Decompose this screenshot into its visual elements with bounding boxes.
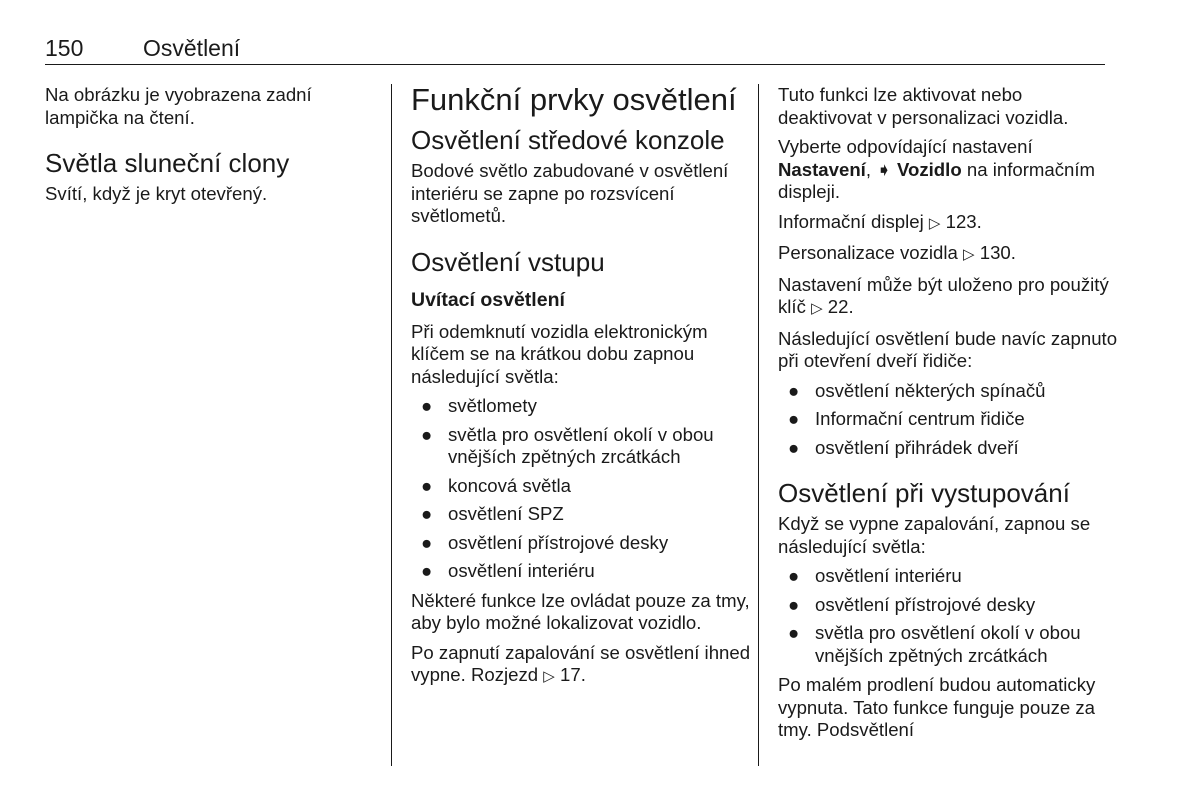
list-item-text: koncová světla xyxy=(448,474,571,496)
list-item xyxy=(411,475,751,498)
paragraph xyxy=(778,242,1118,267)
section-heading: Světla sluneční clony xyxy=(45,148,290,178)
page-reference[interactable]: 17. xyxy=(560,664,586,685)
paragraph-text: Personalizace vozidla xyxy=(778,242,958,263)
list-item xyxy=(778,565,1118,588)
paragraph xyxy=(778,211,1118,236)
column-middle xyxy=(411,84,751,696)
bullet-icon: ● xyxy=(421,423,433,445)
menu-arrow-icon: ➧ xyxy=(876,158,892,180)
list-item-text: světla pro osvětlení okolí v obou vnějších zpětných zrcátkách xyxy=(815,622,1081,666)
list-item-text: osvětlení interiéru xyxy=(448,560,595,581)
list-item-text: osvětlení interiéru xyxy=(815,565,962,586)
list-item xyxy=(778,408,1118,431)
bullet-icon: ● xyxy=(421,531,433,553)
column-right xyxy=(778,84,1118,749)
page-reference-icon: ▷ xyxy=(811,300,823,317)
paragraph: Na obrázku je vyobrazena zadní lampička na čtení. xyxy=(45,84,312,128)
bullet-list xyxy=(778,380,1118,460)
column-divider xyxy=(758,84,759,766)
section-heading: Osvětlení středové konzole xyxy=(411,125,725,155)
section-heading: Osvětlení při vystupování xyxy=(778,478,1070,508)
page-header xyxy=(45,34,1105,64)
bullet-icon: ● xyxy=(788,408,800,429)
paragraph: Tuto funkci lze aktivovat nebo deaktivovat v personalizaci vozidla. xyxy=(778,84,1069,128)
paragraph-text: Informační displej xyxy=(778,210,924,232)
bullet-icon: ● xyxy=(421,474,433,496)
list-item-text: světlomety xyxy=(448,395,537,416)
list-item-text: osvětlení přihrádek dveří xyxy=(815,436,1019,458)
list-item-text: Informační centrum řidiče xyxy=(815,408,1025,429)
page-reference[interactable]: 130. xyxy=(979,242,1016,263)
header-rule xyxy=(45,64,1105,65)
page-number: 150 xyxy=(45,35,84,61)
paragraph-text: Vyberte odpovídající nastavení xyxy=(778,136,1033,157)
subheading: Uvítací osvětlení xyxy=(411,288,565,311)
bullet-icon: ● xyxy=(788,436,800,458)
list-item xyxy=(778,594,1118,617)
paragraph: Při odemknutí vozidla elektronickým klíčem se na krátkou dobu zapnou následující světla: xyxy=(411,320,708,387)
paragraph: Když se vypne zapalování, zapnou se následující světla: xyxy=(778,513,1091,557)
page-title: Osvětlení xyxy=(143,35,241,61)
list-item xyxy=(778,380,1118,403)
list-item-text: osvětlení přístrojové desky xyxy=(815,593,1036,615)
section-heading: Osvětlení vstupu xyxy=(411,246,605,277)
bullet-icon: ● xyxy=(421,560,433,581)
menu-item-label: Nastavení xyxy=(778,158,866,180)
bullet-icon: ● xyxy=(788,379,800,401)
bullet-icon: ● xyxy=(421,503,433,524)
list-item xyxy=(411,424,751,469)
menu-item-label: Vozidlo xyxy=(896,158,962,180)
column-divider xyxy=(391,84,392,766)
list-item xyxy=(411,503,751,526)
paragraph xyxy=(778,274,1118,321)
list-item xyxy=(778,437,1118,460)
bullet-icon: ● xyxy=(788,565,800,586)
bullet-icon: ● xyxy=(788,593,800,615)
paragraph: Některé funkce lze ovládat pouze za tmy, aby bylo možné lokalizovat vozidlo. xyxy=(411,589,750,633)
list-item xyxy=(778,622,1118,667)
bullet-icon: ● xyxy=(788,622,800,643)
list-item xyxy=(411,560,751,583)
page-reference-icon: ▷ xyxy=(543,668,555,685)
column-left xyxy=(45,84,375,213)
bullet-icon: ● xyxy=(421,395,433,416)
chapter-title: Funkční prvky osvětlení xyxy=(411,82,737,117)
paragraph: Svítí, když je kryt otevřený. xyxy=(45,183,268,204)
list-item-text: osvětlení SPZ xyxy=(448,503,564,524)
bullet-list xyxy=(411,395,751,583)
paragraph xyxy=(411,642,751,689)
page-reference[interactable]: 123. xyxy=(945,210,982,232)
page-reference-icon: ▷ xyxy=(963,246,975,263)
paragraph-text: Po zapnutí zapalování se osvětlení ihned vypne. Rozjezd xyxy=(411,641,751,685)
list-item xyxy=(411,395,751,418)
page-reference[interactable]: 22. xyxy=(827,296,854,317)
list-item-text: světla pro osvětlení okolí v obou vnějších zpětných zrcátkách xyxy=(448,423,714,467)
paragraph: Po malém prodlení budou automaticky vypnuta. Tato funkce funguje pouze za tmy. Podsvětlení xyxy=(778,674,1096,740)
paragraph: Vyberte odpovídající nastavení Nastavení, ➧ Vozidlo na informačním displeji. xyxy=(778,136,1096,202)
list-item-text: osvětlení přístrojové desky xyxy=(448,531,669,553)
list-item-text: osvětlení některých spínačů xyxy=(815,379,1046,401)
bullet-list xyxy=(778,565,1118,667)
paragraph: Bodové světlo zabudované v osvětlení interiéru se zapne po rozsvícení světlometů. xyxy=(411,160,729,226)
paragraph-text: na informačním displeji. xyxy=(778,158,1096,202)
page-reference-icon: ▷ xyxy=(928,214,941,232)
paragraph-text: Nastavení může být uloženo pro použitý klíč xyxy=(778,273,1109,317)
paragraph: Následující osvětlení bude navíc zapnuto při otevření dveří řidiče: xyxy=(778,327,1118,371)
list-item xyxy=(411,532,751,555)
